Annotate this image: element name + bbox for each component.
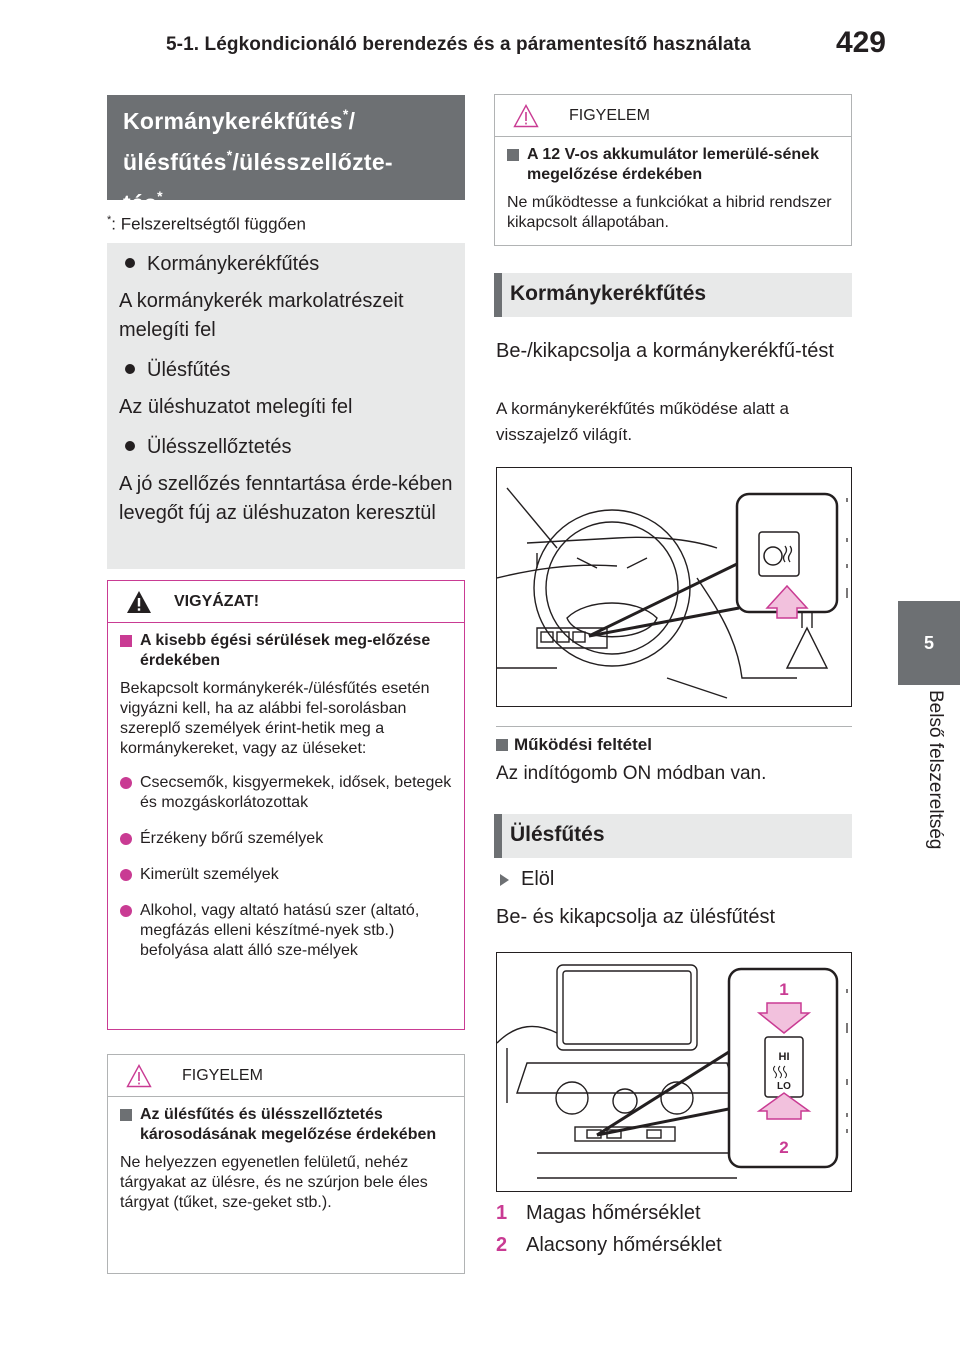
- page-number: 429: [835, 26, 886, 59]
- legend-item: 2 Alacsony hőmérséklet: [496, 1234, 722, 1256]
- notice-header: [108, 1055, 464, 1097]
- circle-bullet-icon: [120, 833, 132, 845]
- steering-wheel-illustration: [497, 468, 852, 707]
- notice-title: FIGYELEM: [182, 1066, 263, 1084]
- warning-outline-icon: [126, 1064, 152, 1088]
- notice-box-battery: [494, 94, 852, 246]
- list-item: Csecsemők, kisgyermekek, idősek, betegek és mozgáskorlátozottak: [120, 773, 452, 813]
- list-item: Érzékeny bőrű személyek: [120, 829, 452, 849]
- lo-label: LO: [777, 1081, 791, 1092]
- bullet-icon: [125, 364, 135, 374]
- seat-figure: [496, 952, 852, 1192]
- main-heading: Kormánykerékfűtés*/ ülésfűtés*/ülésszellőzte- tés*: [107, 95, 465, 200]
- caution-text: Bekapcsolt kormánykerék-/ülésfűtés esetén vigyázni kell, ha az alábbi fel-sorolásban szereplő személyek érint-hetik meg a kormánykereket, vagy az üléseket:: [120, 680, 430, 757]
- circle-bullet-icon: [120, 869, 132, 881]
- notice-text: Ne helyezzen egyenetlen felületű, nehéz tárgyakat az ülésre, és ne szúrjon bele éles tárgyat (tűket, sze-geket stb.).: [120, 1154, 428, 1211]
- chapter-tab: 5: [898, 601, 960, 685]
- caution-header: [108, 581, 464, 623]
- feature-title: Ülésszellőztetés: [119, 434, 465, 460]
- footnote: *: Felszereltségtől függően: [107, 214, 306, 234]
- feature-overview-box: [107, 243, 465, 569]
- warning-outline-icon: [513, 104, 539, 128]
- square-bullet-icon: [496, 739, 508, 751]
- circle-bullet-icon: [120, 777, 132, 789]
- notice-box-seat: [107, 1054, 465, 1274]
- chapter-label: Belső felszereltség: [925, 690, 946, 850]
- steering-indicator-text: A kormánykerékfűtés működése alatt a visszajelző világít.: [496, 399, 789, 444]
- legend-item: 1 Magas hőmérséklet: [496, 1202, 701, 1224]
- callout-1: 1: [779, 980, 789, 999]
- bullet-icon: [125, 258, 135, 268]
- callout-2: 2: [779, 1138, 789, 1157]
- divider: [496, 726, 852, 727]
- circle-bullet-icon: [120, 905, 132, 917]
- section-heading-seat: Ülésfűtés: [494, 814, 852, 858]
- feature-title: Ülésfűtés: [119, 357, 465, 383]
- notice-subtitle: A 12 V-os akkumulátor lemerülé-sének megelőzése érdekében: [507, 145, 839, 185]
- square-bullet-icon: [120, 635, 132, 647]
- steering-figure: [496, 467, 852, 707]
- seat-text: Be- és kikapcsolja az ülésfűtést: [496, 906, 776, 928]
- feature-desc: Az üléshuzatot melegíti fel: [119, 396, 353, 418]
- notice-text: Ne működtesse a funkciókat a hibrid rendszer kikapcsolt állapotában.: [507, 194, 832, 231]
- condition-heading: Működési feltétel: [496, 735, 652, 755]
- list-item: Kimerült személyek: [120, 865, 452, 885]
- center-console-illustration: [497, 953, 852, 1192]
- caution-box: [107, 580, 465, 1030]
- notice-subtitle: Az ülésfűtés és ülésszellőztetés károsodásának megelőzése érdekében: [120, 1105, 452, 1145]
- caution-subtitle: A kisebb égési sérülések meg-előzése érdekében: [120, 631, 452, 671]
- feature-desc: A jó szellőzés fenntartása érde-kében levegőt fúj az üléshuzaton keresztül: [119, 473, 453, 524]
- section-heading-steering: Kormánykerékfűtés: [494, 273, 852, 317]
- steering-text: Be-/kikapcsolja a kormánykerékfű-tést: [496, 340, 834, 362]
- feature-desc: A kormánykerék markolatrészeit melegíti fel: [119, 290, 404, 341]
- square-bullet-icon: [120, 1109, 132, 1121]
- condition-text: Az indítógomb ON módban van.: [496, 763, 767, 784]
- list-item: Alkohol, vagy altató hatású szer (altató, megfázás elleni készítmé-nyek stb.) befolyása alatt álló sze-mélyek: [120, 901, 452, 961]
- square-bullet-icon: [507, 149, 519, 161]
- triangle-bullet-icon: [500, 874, 509, 886]
- bullet-icon: [125, 441, 135, 451]
- notice-header: [495, 95, 851, 137]
- page-header-title: 5-1. Légkondicionáló berendezés és a páramentesítő használata: [166, 34, 751, 55]
- caution-title: VIGYÁZAT!: [174, 592, 260, 610]
- warning-triangle-icon: [126, 590, 152, 614]
- notice-title: FIGYELEM: [569, 106, 650, 124]
- front-label: Elöl: [500, 868, 554, 891]
- hi-label: HI: [778, 1051, 790, 1063]
- feature-title: Kormánykerékfűtés: [119, 251, 465, 277]
